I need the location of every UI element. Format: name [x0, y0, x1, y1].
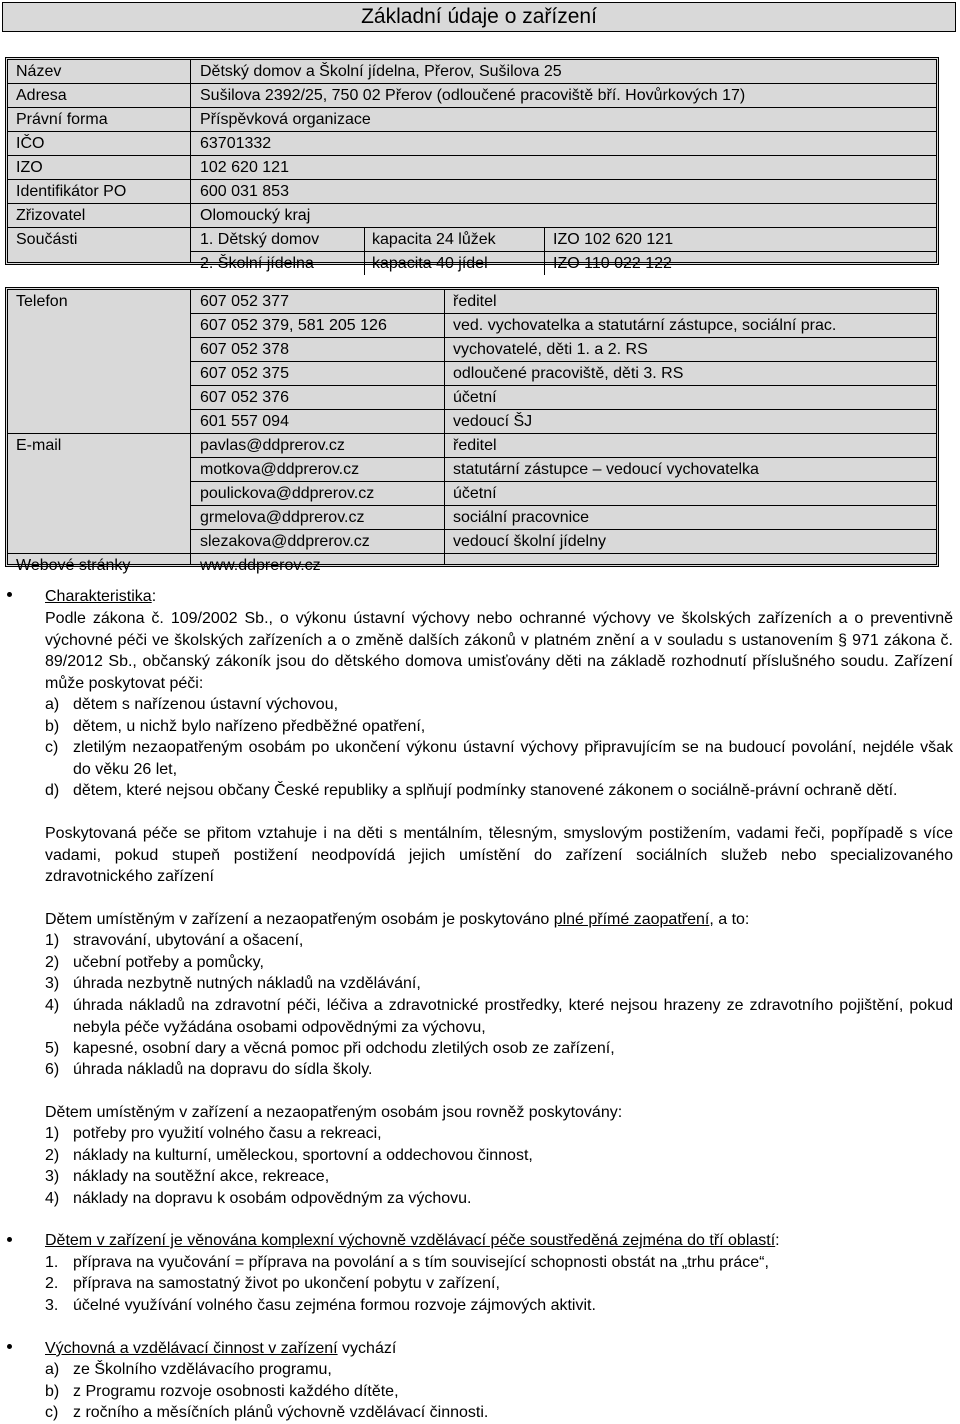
paragraph: Dětem umístěným v zařízení a nezaopatřeným osobám jsou rovněž poskytovány:	[45, 1104, 623, 1121]
phone-number: 607 052 376	[200, 389, 289, 406]
page-title: Základní údaje o zařízení	[2, 2, 956, 32]
website-link[interactable]: www.ddprerov.cz	[200, 557, 321, 574]
table-row	[8, 553, 936, 577]
row-label: IČO	[16, 135, 45, 152]
phone-role: ředitel	[453, 293, 497, 310]
email-role: účetní	[453, 485, 497, 502]
table-row	[8, 60, 936, 83]
phone-role: účetní	[453, 389, 497, 406]
heading-suffix: :	[151, 588, 157, 605]
row-value: 102 620 121	[200, 159, 289, 176]
row-value: Olomoucký kraj	[200, 207, 311, 224]
paragraph: Podle zákona č. 109/2002 Sb., o výkonu ústavní výchovy nebo ochranné výchovy ve školských zařízeních a o preventivně výchovné péči ve školských zařízeních a o změně dalších zákonů v platném znění a v souladu s ustanovením § 971 zákona č. 89/2012 Sb., občanský zákoník jsou do dětského domova umisťovány děti na základě rozhodnutí příslušného soudu. Zařízení může poskytovat péči:	[45, 610, 953, 692]
table-row	[8, 203, 936, 227]
row-value: 600 031 853	[200, 183, 289, 200]
email-role: ředitel	[453, 437, 497, 454]
component-izo: IZO 110 022 122	[553, 255, 672, 272]
component-name: 2. Školní jídelna	[200, 255, 314, 272]
basic-info-table	[5, 57, 939, 272]
row-label: Právní forma	[16, 111, 108, 128]
row-label: Telefon	[16, 293, 68, 310]
phone-role: vychovatelé, děti 1. a 2. RS	[453, 341, 648, 358]
bullet	[7, 1237, 12, 1242]
row-value: Sušilova 2392/25, 750 02 Přerov (odloučené pracoviště bří. Hovůrkových 17)	[200, 87, 746, 104]
phone-number: 607 052 377	[200, 293, 289, 310]
heading-text: Charakteristika	[45, 588, 152, 605]
component-capacity: kapacita 40 jídel	[372, 255, 488, 272]
section-heading	[45, 586, 953, 608]
email-link[interactable]: poulickova@ddprerov.cz	[200, 485, 375, 502]
row-label: Identifikátor PO	[16, 183, 127, 200]
paragraph: Poskytovaná péče se přitom vztahuje i na děti s mentálním, tělesným, smyslovým postižením, vadami řeči, popřípadě s více vadami, pokud stupeň postižení neodpovídá jejich umístění do zařízení sociálních služeb nebo specializovaného zdravotnického zařízení	[45, 825, 953, 885]
row-label: Název	[16, 63, 62, 80]
row-label: Webové stránky	[16, 557, 131, 574]
row-label: IZO	[16, 159, 43, 176]
row-value: Příspěvková organizace	[200, 111, 371, 128]
phone-role: ved. vychovatelka a statutární zástupce, sociální prac.	[453, 317, 837, 334]
phone-number: 601 557 094	[200, 413, 289, 430]
component-capacity: kapacita 24 lůžek	[372, 231, 496, 248]
section-heading: Dětem v zařízení je věnována komplexní výchovně vzdělávací péče soustředěná zejména do tří oblastí:	[45, 1232, 780, 1249]
table-row	[190, 409, 936, 433]
table-row	[8, 179, 936, 203]
table-row	[190, 529, 936, 553]
bullet	[7, 1344, 12, 1349]
phone-role: vedoucí ŠJ	[453, 413, 533, 430]
table-row	[8, 131, 936, 155]
row-label: E-mail	[16, 437, 62, 454]
email-link[interactable]: slezakova@ddprerov.cz	[200, 533, 370, 550]
table-row	[8, 433, 936, 457]
phone-number: 607 052 379, 581 205 126	[200, 317, 387, 334]
row-label: Adresa	[16, 87, 67, 104]
paragraph: Dětem umístěným v zařízení a nezaopatřeným osobám je poskytováno plné přímé zaopatření, a to:	[45, 911, 750, 928]
bullet	[7, 592, 12, 597]
table-row	[190, 313, 936, 337]
table-row	[190, 385, 936, 409]
email-role: sociální pracovnice	[453, 509, 590, 526]
phone-number: 607 052 378	[200, 341, 289, 358]
table-row	[190, 505, 936, 529]
phone-role: odloučené pracoviště, děti 3. RS	[453, 365, 684, 382]
section-heading: Výchovná a vzdělávací činnost v zařízení vychází	[45, 1340, 397, 1357]
email-link[interactable]: motkova@ddprerov.cz	[200, 461, 360, 478]
table-row	[8, 155, 936, 179]
table-row	[190, 481, 936, 505]
email-link[interactable]: grmelova@ddprerov.cz	[200, 509, 365, 526]
row-value: 63701332	[200, 135, 272, 152]
component-izo: IZO 102 620 121	[553, 231, 674, 248]
table-row	[190, 251, 936, 275]
email-role: vedoucí školní jídelny	[453, 533, 606, 550]
table-row	[8, 107, 936, 131]
email-link[interactable]: pavlas@ddprerov.cz	[200, 437, 345, 454]
component-name: 1. Dětský domov	[200, 231, 320, 248]
table-row	[8, 83, 936, 107]
contact-table	[5, 287, 939, 574]
row-label: Zřizovatel	[16, 207, 86, 224]
email-role: statutární zástupce – vedoucí vychovatelka	[453, 461, 759, 478]
table-row	[190, 361, 936, 385]
table-row	[8, 290, 936, 313]
row-label: Součásti	[16, 231, 78, 248]
table-row	[190, 337, 936, 361]
phone-number: 607 052 375	[200, 365, 289, 382]
row-value: Dětský domov a Školní jídelna, Přerov, Sušilova 25	[200, 63, 562, 80]
table-row	[190, 457, 936, 481]
table-row	[8, 227, 936, 251]
